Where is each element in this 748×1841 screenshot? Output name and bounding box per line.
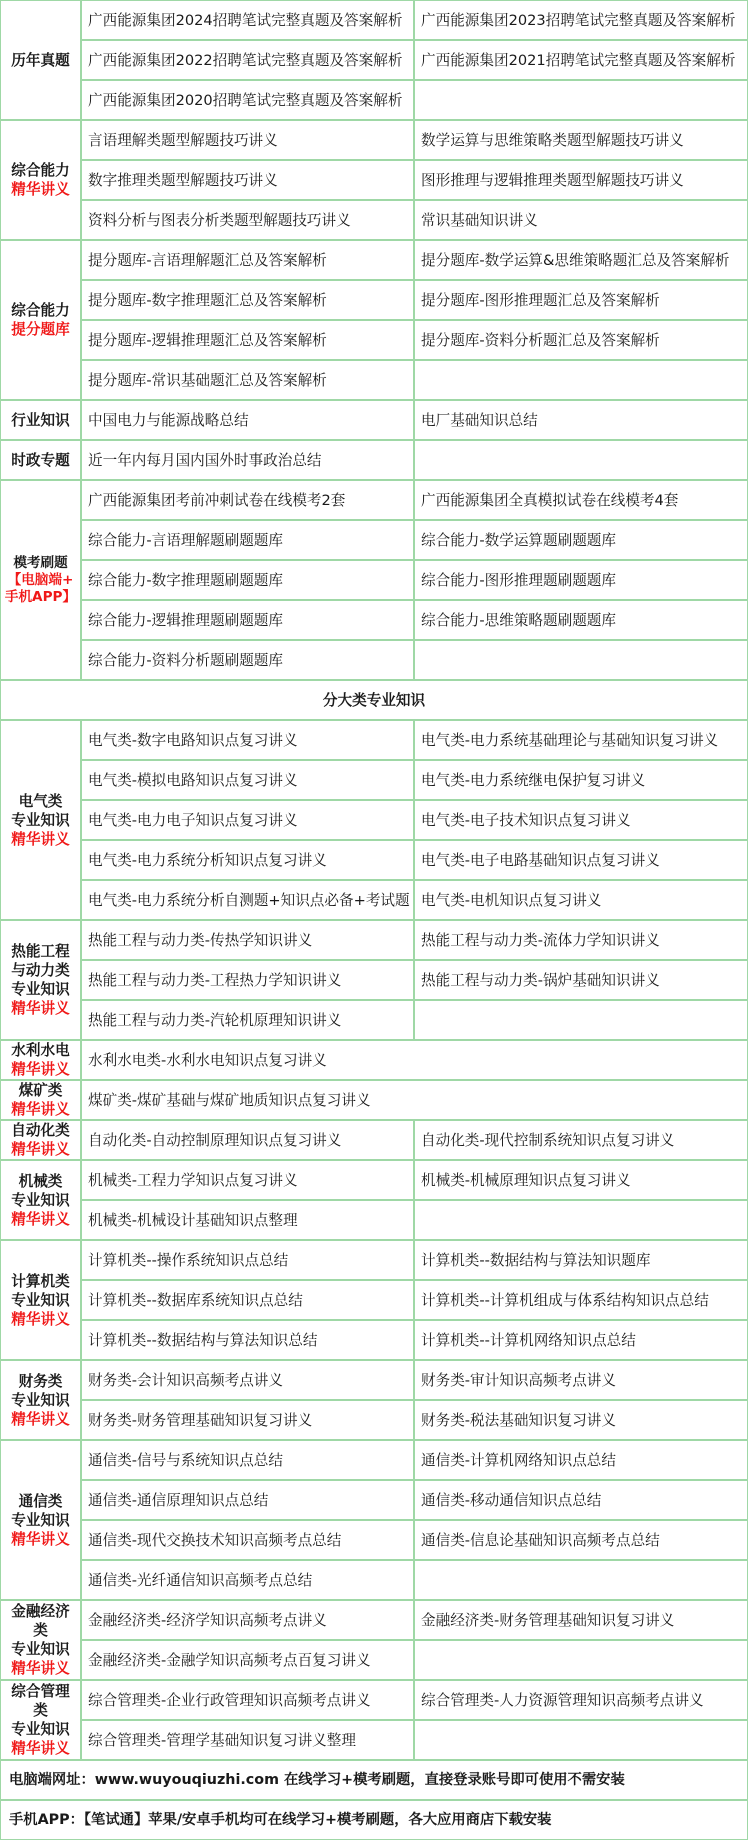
category-title-line: 计算机类 (11, 1272, 70, 1290)
footer-note: 电脑端网址：www.wuyouqiuzhi.com 在线学习+模考刷题，直接登录账号即可使用不需安装 (0, 1760, 748, 1800)
material-item[interactable]: 热能工程与动力类-流体力学知识讲义 (414, 920, 748, 960)
material-item[interactable]: 金融经济类-经济学知识高频考点讲义 (81, 1600, 414, 1640)
material-item[interactable]: 通信类-现代交换技术知识高频考点总结 (81, 1520, 414, 1560)
material-item[interactable]: 电气类-电力系统分析自测题+知识点必备+考试题 (81, 880, 414, 920)
table-row (0, 1720, 748, 1760)
material-item[interactable]: 电气类-电力电子知识点复习讲义 (81, 800, 414, 840)
category-label (0, 1080, 81, 1120)
table-row (0, 120, 748, 160)
material-item[interactable]: 计算机类--数据库系统知识点总结 (81, 1280, 414, 1320)
material-item[interactable]: 自动化类-自动控制原理知识点复习讲义 (81, 1120, 414, 1160)
category-highlight: 精华讲义 (11, 1101, 70, 1118)
category-highlight: 精华讲义 (11, 830, 70, 848)
material-item[interactable]: 综合能力-言语理解题刷题题库 (81, 520, 414, 560)
table-row (0, 320, 748, 360)
category-title-line: 机械类 (18, 1172, 63, 1190)
material-item[interactable]: 煤矿类-煤矿基础与煤矿地质知识点复习讲义 (81, 1080, 748, 1120)
category-highlight: 手机APP】 (4, 588, 77, 605)
material-item[interactable]: 电气类-电机知识点复习讲义 (414, 880, 748, 920)
material-item[interactable]: 机械类-机械设计基础知识点整理 (81, 1200, 414, 1240)
material-item[interactable]: 提分题库-常识基础题汇总及答案解析 (81, 360, 414, 400)
table-row (0, 800, 748, 840)
table-row (0, 1560, 748, 1600)
table-row (0, 960, 748, 1000)
footer-row (0, 1800, 748, 1840)
category-title-line: 专业知识 (11, 1721, 70, 1738)
category-title-line: 专业知识 (11, 1191, 70, 1209)
category-title-line: 专业知识 (11, 811, 70, 829)
material-item[interactable]: 提分题库-逻辑推理题汇总及答案解析 (81, 320, 414, 360)
material-item[interactable]: 热能工程与动力类-传热学知识讲义 (81, 920, 414, 960)
category-label (0, 440, 81, 480)
table-row (0, 1120, 748, 1160)
material-item[interactable]: 电气类-电力系统分析知识点复习讲义 (81, 840, 414, 880)
material-item[interactable]: 近一年内每月国内国外时事政治总结 (81, 440, 414, 480)
material-item[interactable]: 提分题库-图形推理题汇总及答案解析 (414, 280, 748, 320)
category-highlight: 精华讲义 (11, 181, 70, 198)
category-highlight: 精华讲义 (11, 1530, 70, 1548)
material-item[interactable]: 计算机类--操作系统知识点总结 (81, 1240, 414, 1280)
material-item[interactable]: 广西能源集团2020招聘笔试完整真题及答案解析 (81, 80, 414, 120)
category-label (0, 240, 81, 400)
empty-cell (414, 1560, 748, 1600)
material-item[interactable]: 综合能力-图形推理题刷题题库 (414, 560, 748, 600)
table-row (0, 1440, 748, 1480)
material-item[interactable]: 财务类-审计知识高频考点讲义 (414, 1360, 748, 1400)
material-item[interactable]: 综合能力-数学运算题刷题题库 (414, 520, 748, 560)
table-row (0, 560, 748, 600)
table-row (0, 1600, 748, 1640)
material-item[interactable]: 提分题库-数学运算&思维策略题汇总及答案解析 (414, 240, 748, 280)
category-title-line: 类 (33, 1702, 48, 1719)
material-item[interactable]: 综合能力-逻辑推理题刷题题库 (81, 600, 414, 640)
material-item[interactable]: 综合管理类-人力资源管理知识高频考点讲义 (414, 1680, 748, 1720)
material-item[interactable]: 资料分析与图表分析类题型解题技巧讲义 (81, 200, 414, 240)
material-item[interactable]: 广西能源集团全真模拟试卷在线模考4套 (414, 480, 748, 520)
category-highlight: 精华讲义 (11, 1141, 70, 1158)
table-row (0, 1160, 748, 1200)
table-row (0, 400, 748, 440)
category-title-line: 煤矿类 (18, 1082, 63, 1099)
category-title-line: 财务类 (18, 1372, 63, 1390)
material-item[interactable]: 通信类-光纤通信知识高频考点总结 (81, 1560, 414, 1600)
material-item[interactable]: 综合能力-资料分析题刷题题库 (81, 640, 414, 680)
table-row (0, 480, 748, 520)
material-item[interactable]: 广西能源集团2024招聘笔试完整真题及答案解析 (81, 0, 414, 40)
material-item[interactable]: 电气类-电力系统继电保护复习讲义 (414, 760, 748, 800)
category-title-line: 专业知识 (11, 1391, 70, 1409)
category-label (0, 0, 81, 120)
material-item[interactable]: 广西能源集团2021招聘笔试完整真题及答案解析 (414, 40, 748, 80)
material-item[interactable]: 电气类-数字电路知识点复习讲义 (81, 720, 414, 760)
empty-cell (414, 1000, 748, 1040)
table-row (0, 160, 748, 200)
section-header: 分大类专业知识 (0, 680, 748, 720)
category-title-line: 时政专题 (11, 451, 70, 469)
category-highlight: 提分题库 (11, 321, 70, 338)
category-title-line: 综合能力 (11, 302, 70, 319)
category-title-line: 金融经济 (11, 1603, 70, 1620)
material-item[interactable]: 机械类-机械原理知识点复习讲义 (414, 1160, 748, 1200)
empty-cell (414, 1720, 748, 1760)
category-label (0, 1120, 81, 1160)
material-item[interactable]: 通信类-信息论基础知识高频考点总结 (414, 1520, 748, 1560)
category-title-line: 通信类 (18, 1492, 63, 1510)
table-row (0, 1680, 748, 1720)
material-item[interactable]: 数字推理类题型解题技巧讲义 (81, 160, 414, 200)
category-label (0, 120, 81, 240)
category-title-line: 类 (33, 1622, 48, 1639)
category-highlight: 精华讲义 (11, 1210, 70, 1228)
table-row (0, 280, 748, 320)
table-row (0, 0, 748, 40)
material-item[interactable]: 提分题库-言语理解题汇总及答案解析 (81, 240, 414, 280)
material-item[interactable]: 金融经济类-财务管理基础知识复习讲义 (414, 1600, 748, 1640)
category-label (0, 720, 81, 920)
table-row (0, 240, 748, 280)
material-item[interactable]: 热能工程与动力类-锅炉基础知识讲义 (414, 960, 748, 1000)
material-item[interactable]: 热能工程与动力类-工程热力学知识讲义 (81, 960, 414, 1000)
material-item[interactable]: 机械类-工程力学知识点复习讲义 (81, 1160, 414, 1200)
category-title-line: 综合管理 (11, 1683, 70, 1700)
material-item[interactable]: 财务类-税法基础知识复习讲义 (414, 1400, 748, 1440)
material-item[interactable]: 计算机类--计算机网络知识点总结 (414, 1320, 748, 1360)
material-item[interactable]: 综合管理类-管理学基础知识复习讲义整理 (81, 1720, 414, 1760)
category-title-line: 与动力类 (11, 962, 70, 979)
table-row (0, 1040, 748, 1080)
material-item[interactable]: 热能工程与动力类-汽轮机原理知识讲义 (81, 1000, 414, 1040)
category-title-line: 热能工程 (11, 943, 70, 960)
material-item[interactable]: 计算机类--计算机组成与体系结构知识点总结 (414, 1280, 748, 1320)
material-item[interactable]: 通信类-计算机网络知识点总结 (414, 1440, 748, 1480)
material-item[interactable]: 金融经济类-金融学知识高频考点百复习讲义 (81, 1640, 414, 1680)
category-highlight: 精华讲义 (11, 1061, 70, 1078)
category-title-line: 历年真题 (11, 51, 70, 69)
material-item[interactable]: 广西能源集团考前冲刺试卷在线模考2套 (81, 480, 414, 520)
material-item[interactable]: 综合能力-数字推理题刷题题库 (81, 560, 414, 600)
material-item[interactable]: 通信类-通信原理知识点总结 (81, 1480, 414, 1520)
table-row (0, 440, 748, 480)
category-highlight: 精华讲义 (11, 1740, 70, 1757)
category-title-line: 专业知识 (11, 1641, 70, 1658)
section-header-row (0, 680, 748, 720)
material-item[interactable]: 电气类-电力系统基础理论与基础知识复习讲义 (414, 720, 748, 760)
table-row (0, 880, 748, 920)
empty-cell (414, 440, 748, 480)
table-row (0, 1320, 748, 1360)
material-item[interactable]: 言语理解类题型解题技巧讲义 (81, 120, 414, 160)
empty-cell (414, 1200, 748, 1240)
material-item[interactable]: 数学运算与思维策略类题型解题技巧讲义 (414, 120, 748, 160)
material-item[interactable]: 通信类-信号与系统知识点总结 (81, 1440, 414, 1480)
category-title-line: 水利水电 (11, 1042, 70, 1059)
table-row (0, 840, 748, 880)
empty-cell (414, 80, 748, 120)
table-row (0, 720, 748, 760)
category-title-line: 行业知识 (11, 411, 70, 429)
footer-row (0, 1760, 748, 1800)
material-item[interactable]: 水利水电类-水利水电知识点复习讲义 (81, 1040, 748, 1080)
category-title-line: 专业知识 (11, 1511, 70, 1529)
material-item[interactable]: 电气类-电子技术知识点复习讲义 (414, 800, 748, 840)
category-label (0, 400, 81, 440)
table-row (0, 40, 748, 80)
table-row (0, 600, 748, 640)
category-title-line: 模考刷题 (13, 554, 68, 571)
material-item[interactable]: 广西能源集团2023招聘笔试完整真题及答案解析 (414, 0, 748, 40)
material-item[interactable]: 通信类-移动通信知识点总结 (414, 1480, 748, 1520)
material-item[interactable]: 常识基础知识讲义 (414, 200, 748, 240)
table-row (0, 920, 748, 960)
category-title-line: 专业知识 (11, 1291, 70, 1309)
category-label (0, 1040, 81, 1080)
category-highlight: 精华讲义 (11, 1660, 70, 1677)
material-item[interactable]: 计算机类--数据结构与算法知识总结 (81, 1320, 414, 1360)
footer-note: 手机APP：【笔试通】苹果/安卓手机均可在线学习+模考刷题，各大应用商店下载安装 (0, 1800, 748, 1840)
table-row (0, 1640, 748, 1680)
table-row (0, 520, 748, 560)
category-highlight: 精华讲义 (11, 1410, 70, 1428)
category-label (0, 920, 81, 1040)
category-label (0, 1360, 81, 1440)
table-row (0, 80, 748, 120)
category-label (0, 1440, 81, 1600)
category-title-line: 自动化类 (11, 1122, 70, 1139)
category-label (0, 1240, 81, 1360)
table-row (0, 1280, 748, 1320)
category-label (0, 1680, 81, 1760)
material-item[interactable]: 财务类-财务管理基础知识复习讲义 (81, 1400, 414, 1440)
table-row (0, 1000, 748, 1040)
material-item[interactable]: 中国电力与能源战略总结 (81, 400, 414, 440)
category-highlight: 精华讲义 (11, 1000, 70, 1017)
material-item[interactable]: 提分题库-资料分析题汇总及答案解析 (414, 320, 748, 360)
empty-cell (414, 1640, 748, 1680)
material-item[interactable]: 计算机类--数据结构与算法知识题库 (414, 1240, 748, 1280)
material-item[interactable]: 综合管理类-企业行政管理知识高频考点讲义 (81, 1680, 414, 1720)
category-title-line: 专业知识 (11, 981, 70, 998)
empty-cell (414, 640, 748, 680)
material-item[interactable]: 财务类-会计知识高频考点讲义 (81, 1360, 414, 1400)
category-title-line: 电气类 (18, 792, 63, 810)
material-item[interactable]: 电气类-电子电路基础知识点复习讲义 (414, 840, 748, 880)
material-item[interactable]: 自动化类-现代控制系统知识点复习讲义 (414, 1120, 748, 1160)
table-row (0, 1520, 748, 1560)
category-highlight: 精华讲义 (11, 1310, 70, 1328)
table-row (0, 1480, 748, 1520)
category-title-line: 综合能力 (11, 162, 70, 179)
material-item[interactable]: 综合能力-思维策略题刷题题库 (414, 600, 748, 640)
material-item[interactable]: 电气类-模拟电路知识点复习讲义 (81, 760, 414, 800)
material-item[interactable]: 广西能源集团2022招聘笔试完整真题及答案解析 (81, 40, 414, 80)
table-row (0, 760, 748, 800)
table-row (0, 1240, 748, 1280)
table-row (0, 360, 748, 400)
material-item[interactable]: 提分题库-数字推理题汇总及答案解析 (81, 280, 414, 320)
table-row (0, 200, 748, 240)
table-row (0, 1360, 748, 1400)
table-row (0, 1080, 748, 1120)
category-label (0, 1160, 81, 1240)
table-row (0, 640, 748, 680)
category-label (0, 1600, 81, 1680)
material-item[interactable]: 图形推理与逻辑推理类题型解题技巧讲义 (414, 160, 748, 200)
category-label (0, 480, 81, 680)
empty-cell (414, 360, 748, 400)
category-highlight: 【电脑端+ (7, 571, 74, 588)
table-row (0, 1200, 748, 1240)
material-item[interactable]: 电厂基础知识总结 (414, 400, 748, 440)
table-row (0, 1400, 748, 1440)
